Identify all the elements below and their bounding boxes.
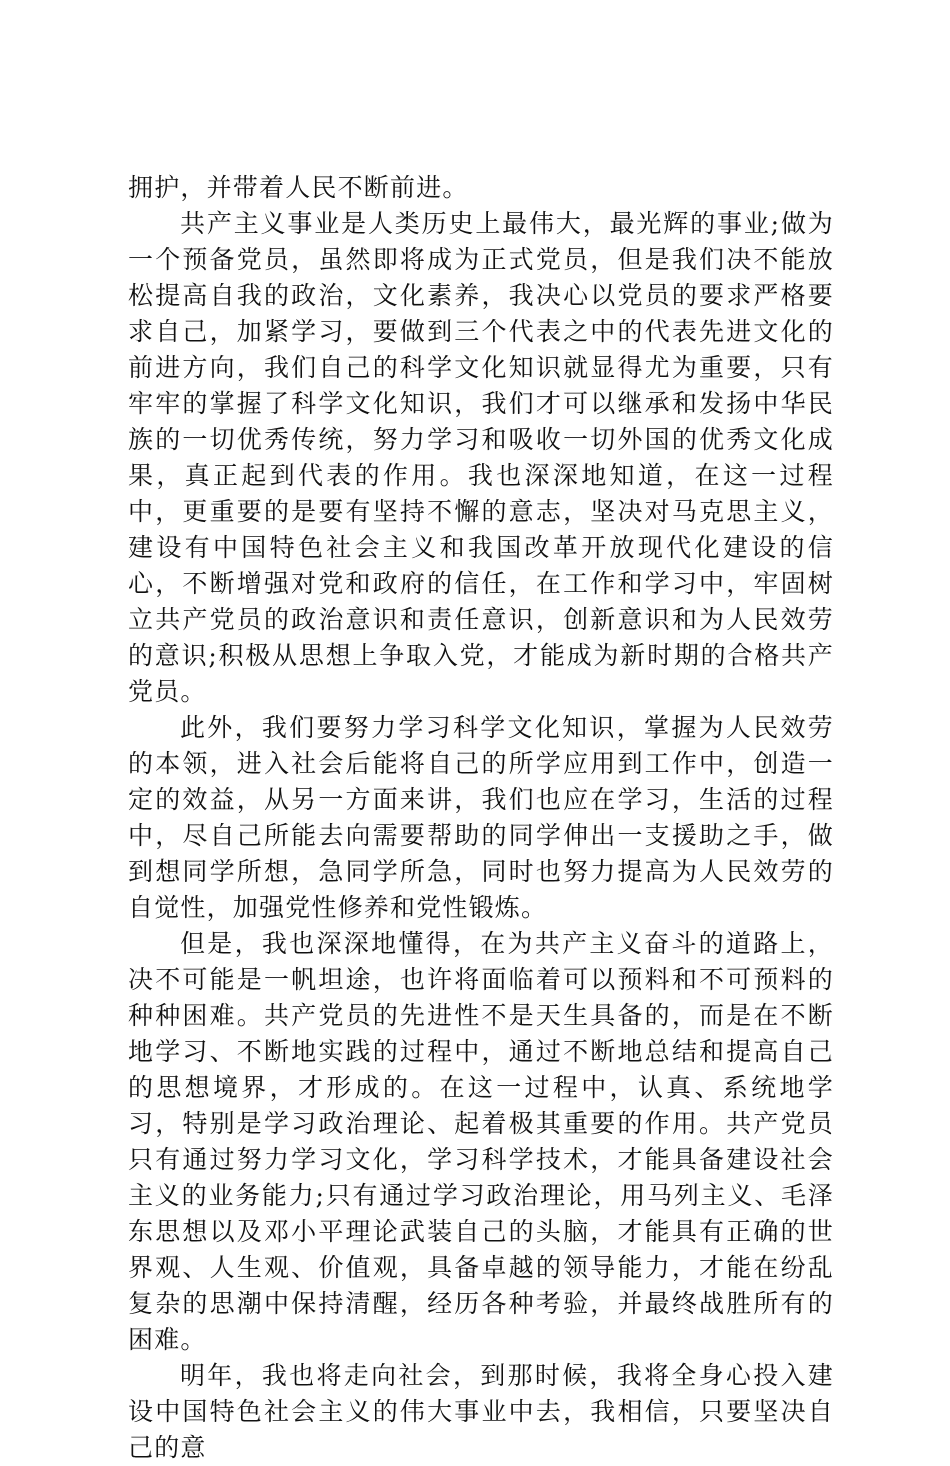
- paragraph-study-knowledge: 此外，我们要努力学习科学文化知识，掌握为人民效劳的本领，进入社会后能将自己的所学应用到工作中，创造一定的效益，从另一方面来讲，我们也应在学习，生活的过程中，尽自己所能去向需要帮助的同学伸出一支援助之手，做到想同学所想，急同学所急，同时也努力提高为人民效劳的自觉性，加强党性修养和党性锻炼。: [128, 713, 834, 922]
- document-body: [128, 170, 834, 1466]
- paragraph-continuation: 拥护，并带着人民不断前进。: [128, 173, 469, 202]
- paragraph-difficulties: 但是，我也深深地懂得，在为共产主义奋斗的道路上，决不可能是一帆坦途，也许将面临着可以预料和不可预料的种种困难。共产党员的先进性不是天生具备的，而是在不断地学习、不断地实践的过程中，通过不断地总结和提高自己的思想境界，才形成的。在这一过程中，认真、系统地学习，特别是学习政治理论、起着极其重要的作用。共产党员只有通过努力学习文化，学习科学技术，才能具备建设社会主义的业务能力;只有通过学习政治理论，用马列主义、毛泽东思想以及邓小平理论武装自己的头脑，才能具有正确的世界观、人生观、价值观，具备卓越的领导能力，才能在纷乱复杂的思潮中保持清醒，经历各种考验，并最终战胜所有的困难。: [128, 929, 834, 1354]
- paragraph-next-year: 明年，我也将走向社会，到那时候，我将全身心投入建设中国特色社会主义的伟大事业中去，我相信，只要坚决自己的意: [128, 1361, 834, 1462]
- paragraph-communist-cause: 共产主义事业是人类历史上最伟大，最光辉的事业;做为一个预备党员，虽然即将成为正式党员，但是我们决不能放松提高自我的政治，文化素养，我决心以党员的要求严格要求自己，加紧学习，要做到三个代表之中的代表先进文化的前进方向，我们自己的科学文化知识就显得尤为重要，只有牢牢的掌握了科学文化知识，我们才可以继承和发扬中华民族的一切优秀传统，努力学习和吸收一切外国的优秀文化成果，真正起到代表的作用。我也深深地知道，在这一过程中，更重要的是要有坚持不懈的意志，坚决对马克思主义，建设有中国特色社会主义和我国改革开放现代化建设的信心，不断增强对党和政府的信任，在工作和学习中，牢固树立共产党员的政治意识和责任意识，创新意识和为人民效劳的意识;积极从思想上争取入党，才能成为新时期的合格共产党员。: [128, 209, 834, 706]
